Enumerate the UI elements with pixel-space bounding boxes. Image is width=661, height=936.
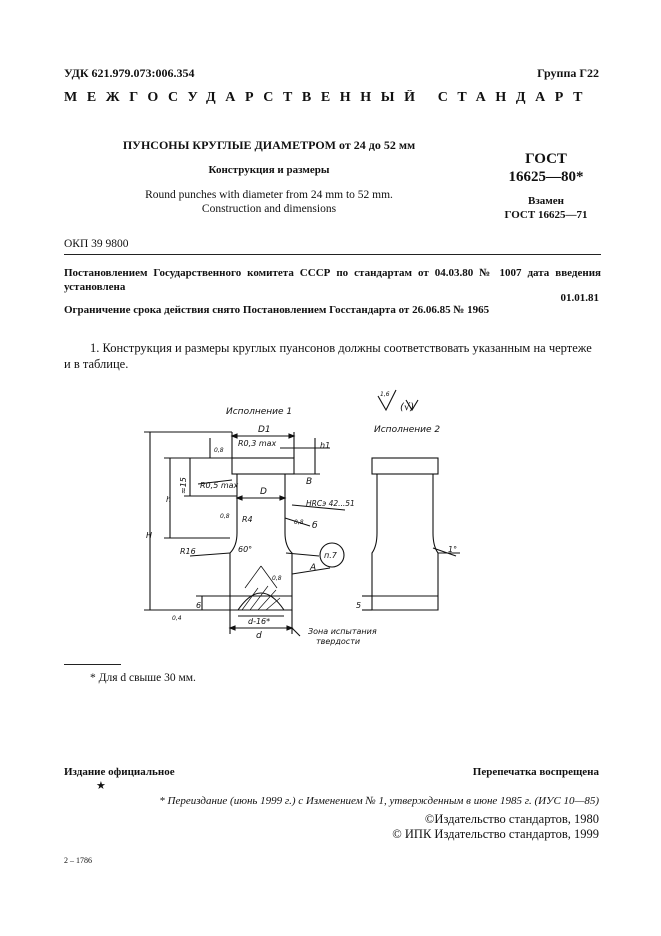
dim-R05: R0,5 max <box>200 481 239 490</box>
print-code: 2 – 1786 <box>64 856 92 865</box>
roughness-08b: 0,8 <box>220 513 230 520</box>
replaces-block <box>490 194 602 222</box>
dim-H: H <box>146 531 153 540</box>
punch-head <box>232 458 294 474</box>
mark-B: В <box>306 477 313 487</box>
roughness-08a: 0,8 <box>214 447 224 454</box>
decree-line1: Постановлением Государственного комитета СССР по стандартам от 04.03.80 № 1007 дата введения <box>64 267 601 279</box>
mark-A: А <box>310 563 317 573</box>
reissue-note: * Переиздание (июнь 1999 г.) с Изменением № 1, утвержденным в июне 1985 г. (ИУС 10—85) <box>159 795 599 807</box>
document-subtitle: Конструкция и размеры <box>208 164 330 176</box>
copyright-1980: ©Издательство стандартов, 1980 <box>424 812 599 826</box>
gost-number <box>490 150 602 186</box>
dim-R16: R16 <box>180 547 196 556</box>
star-icon: ★ <box>96 780 106 792</box>
roughness-04: 0,4 <box>172 615 182 622</box>
divider <box>64 254 601 255</box>
official-edition: Издание официальное <box>64 766 175 778</box>
dim-h1: h1 <box>320 441 331 450</box>
punch2-body <box>372 474 438 610</box>
dim-D1: D1 <box>258 425 271 435</box>
okp-code: ОКП 39 9800 <box>64 238 129 250</box>
decree-line2: установлена <box>64 281 126 293</box>
group-code: Группа Г22 <box>537 66 599 80</box>
angle-60: 60° <box>238 545 253 554</box>
zone-label-line1: Зона испытания <box>308 627 377 636</box>
roughness-mark: (√) <box>400 402 415 413</box>
variant1-label: Исполнение 1 <box>226 407 293 417</box>
variant2-label: Исполнение 2 <box>374 425 441 435</box>
body-paragraph: 1. Конструкция и размеры круглых пуансонов должны соответствовать указанным на чертеже и в таблице. <box>64 341 592 371</box>
dim-5: 5 <box>356 601 362 610</box>
udk-code: УДК 621.979.073:006.354 <box>64 66 195 80</box>
document-title: ПУНСОНЫ КРУГЛЫЕ ДИАМЕТРОМ от 24 до 52 мм <box>122 138 416 152</box>
roughness-value: 1,6 <box>380 391 390 398</box>
dim-R4: R4 <box>242 515 253 524</box>
english-title <box>64 188 474 216</box>
dim-D: D <box>260 487 267 497</box>
replaces-value: ГОСТ 16625—71 <box>504 209 588 221</box>
gost-label: ГОСТ <box>525 151 567 167</box>
copyright-1999: © ИПК Издательство стандартов, 1999 <box>392 827 599 841</box>
footnote-divider <box>64 664 121 665</box>
mark-b: б <box>312 521 318 531</box>
roughness-08c: 0,8 <box>294 519 304 526</box>
dim-6: 6 <box>196 601 202 610</box>
roughness-08d: 0,8 <box>272 575 282 582</box>
mark-n7: п.7 <box>324 551 337 560</box>
punch-drawing <box>130 388 530 658</box>
english-title-line2: Construction and dimensions <box>201 203 337 215</box>
introduction-date: 01.01.81 <box>560 292 599 304</box>
limit-removed-note: Ограничение срока действия снято Постановлением Госстандарта от 26.06.85 № 1965 <box>64 304 490 316</box>
english-title-line1: Round punches with diameter from 24 mm to 52 mm. <box>145 189 393 201</box>
angle-1: 1° <box>448 545 458 554</box>
standard-banner: МЕЖГОСУДАРСТВЕННЫЙ СТАНДАРТ <box>64 90 593 105</box>
hardness-spec: HRCэ 42...51 <box>306 499 355 508</box>
dim-R03: R0,3 max <box>238 439 277 448</box>
replaces-label: Взамен <box>528 195 564 207</box>
footnote: * Для d свыше 30 мм. <box>90 672 196 684</box>
zone-label-line2: твердости <box>316 637 361 646</box>
reprint-prohibited: Перепечатка воспрещена <box>472 766 599 778</box>
dim-d16: d-16* <box>248 617 271 626</box>
gost-code: 16625—80* <box>508 169 584 185</box>
dim-d: d <box>256 631 262 641</box>
dim-h: h <box>166 495 172 504</box>
punch2-head <box>372 458 438 474</box>
dim-approx15: ≈15 <box>179 477 188 494</box>
